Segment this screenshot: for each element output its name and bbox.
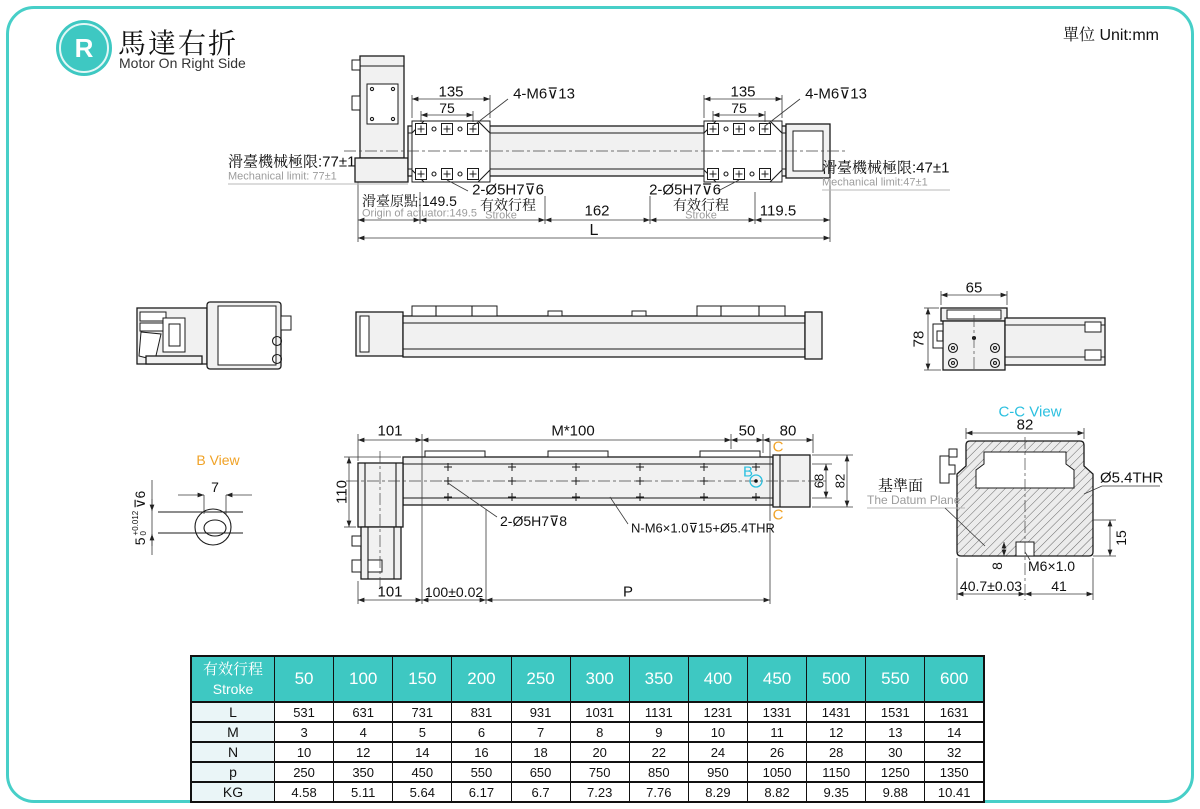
table-cell: 1050 (748, 762, 807, 782)
table-cell: 18 (511, 742, 570, 762)
mech-limit-left-en: Mechanical limit: 77±1 (228, 170, 337, 183)
table-row (191, 782, 984, 802)
dim-8: 8 (989, 562, 1005, 570)
thread-note-right: 4-M6⊽13 (805, 85, 867, 103)
table-cell: 950 (688, 762, 747, 782)
table-cell: 9.35 (807, 782, 866, 802)
dim-75-right: 75 (731, 100, 747, 116)
dim-40-7: 40.7±0.03 (959, 578, 1023, 594)
table-cell: 14 (393, 742, 452, 762)
table-cell: 10 (688, 722, 747, 742)
table-cell: 4.58 (275, 782, 334, 802)
dim-5-base: 5 (132, 537, 148, 546)
table-cell: 5.11 (334, 782, 393, 802)
badge-letter: R (74, 32, 94, 63)
stroke-label-right-en: Stroke (685, 209, 717, 222)
table-header-row (191, 656, 984, 702)
stroke-label-left-zh: 有效行程 (480, 197, 536, 213)
table-cell: 550 (452, 762, 511, 782)
table-cell: 6.17 (452, 782, 511, 802)
dim-P: P (622, 583, 634, 601)
dim-119-5: 119.5 (759, 202, 797, 220)
table-cell: 750 (570, 762, 629, 782)
dim-m100: M*100 (551, 422, 595, 440)
row-label: M (191, 722, 275, 742)
table-cell: 1131 (629, 702, 688, 722)
stroke-label-left-en: Stroke (485, 209, 517, 222)
table-cell: 10.41 (925, 782, 984, 802)
table-cell: 14 (925, 722, 984, 742)
dim-162: 162 (584, 202, 610, 220)
b-view-depth-dim (132, 491, 148, 546)
stroke-header-cell (191, 656, 275, 702)
mech-limit-left-zh: 滑臺機械極限:77±1 (228, 153, 356, 171)
table-row (191, 742, 984, 762)
table-cell: 1531 (866, 702, 925, 722)
table-cell: 9 (629, 722, 688, 742)
datum-b-label: B (742, 463, 754, 481)
stroke-col-header: 350 (629, 656, 688, 702)
stroke-col-header: 250 (511, 656, 570, 702)
origin-label-en: Origin of actuator:149.5 (362, 207, 477, 220)
stroke-col-header: 450 (748, 656, 807, 702)
dim-78: 78 (910, 330, 928, 348)
table-cell: 16 (452, 742, 511, 762)
table-cell: 6 (452, 722, 511, 742)
table-cell: 831 (452, 702, 511, 722)
mech-limit-right-en: Mechanical limit:47±1 (822, 176, 928, 189)
table-cell: 7.76 (629, 782, 688, 802)
dim-65: 65 (965, 279, 983, 297)
unit-label: 單位 Unit:mm (1063, 27, 1160, 44)
stroke-table (190, 655, 985, 803)
stroke-col-header: 150 (393, 656, 452, 702)
dim-75-left: 75 (439, 100, 455, 116)
dim-80: 80 (779, 422, 797, 440)
row-label: KG (191, 782, 275, 802)
mech-limit-right-zh: 滑臺機械極限:47±1 (822, 159, 950, 177)
stroke-header-zh: 有效行程 (202, 661, 263, 679)
table-cell: 250 (275, 762, 334, 782)
section-c-top: C (772, 438, 784, 456)
page-title: 馬達右折 (118, 28, 239, 59)
pin-note-left: 2-Ø5H7⊽6 (472, 181, 544, 199)
stroke-col-header: 200 (452, 656, 511, 702)
thread-thru-note: Ø5.4THR (1100, 469, 1164, 487)
table-cell: 26 (748, 742, 807, 762)
table-cell: 28 (807, 742, 866, 762)
b-view-title: B View (196, 452, 240, 468)
datum-plane-en: The Datum Plane (867, 493, 961, 507)
table-cell: 1431 (807, 702, 866, 722)
table-cell: 3 (275, 722, 334, 742)
stroke-col-header: 300 (570, 656, 629, 702)
dim-68: 68 (811, 473, 827, 489)
table-row (191, 762, 984, 782)
table-cell: 13 (866, 722, 925, 742)
dim-101-top: 101 (377, 422, 403, 440)
stroke-label-right-zh: 有效行程 (673, 197, 729, 213)
table-cell: 10 (275, 742, 334, 762)
datum-plane-zh: 基準面 (878, 477, 924, 495)
stroke-col-header: 550 (866, 656, 925, 702)
row-label: p (191, 762, 275, 782)
dim-50: 50 (738, 422, 756, 440)
table-cell: 1250 (866, 762, 925, 782)
table-cell: 7.23 (570, 782, 629, 802)
table-cell: 32 (925, 742, 984, 762)
table-cell: 1331 (748, 702, 807, 722)
table-row (191, 722, 984, 742)
table-cell: 12 (334, 742, 393, 762)
table-cell: 7 (511, 722, 570, 742)
stroke-col-header: 50 (275, 656, 334, 702)
table-cell: 631 (334, 702, 393, 722)
table-cell: 1150 (807, 762, 866, 782)
table-cell: 11 (748, 722, 807, 742)
table-cell: 12 (807, 722, 866, 742)
thread-note-left: 4-M6⊽13 (513, 85, 575, 103)
tolerance-lower: 0 (139, 531, 148, 536)
center-side-view-linework (356, 306, 822, 359)
stroke-col-header: 500 (807, 656, 866, 702)
stroke-col-header: 600 (925, 656, 984, 702)
table-cell: 20 (570, 742, 629, 762)
dim-82-cc: 82 (1016, 416, 1034, 434)
dim-7: 7 (211, 479, 219, 495)
table-cell: 531 (275, 702, 334, 722)
stroke-col-header: 100 (334, 656, 393, 702)
depth-note: ⊽6 (132, 490, 148, 509)
table-cell: 450 (393, 762, 452, 782)
table-cell: 8.82 (748, 782, 807, 802)
dim-135-left: 135 (438, 83, 464, 101)
dim-101-bottom: 101 (377, 583, 403, 601)
dim-15: 15 (1113, 530, 1129, 546)
table-cell: 1231 (688, 702, 747, 722)
cc-view-title: C-C View (998, 403, 1062, 421)
thread-m6-note: M6×1.0 (1028, 558, 1076, 574)
dim-100: 100±0.02 (424, 584, 484, 600)
right-end-view-linework (924, 291, 1105, 372)
b-view-linework (152, 480, 252, 555)
table-cell: 6.7 (511, 782, 570, 802)
table-cell: 850 (629, 762, 688, 782)
stroke-header-en: Stroke (212, 680, 254, 697)
tolerance-upper: +0.012 (131, 510, 140, 536)
section-c-bottom: C (772, 506, 784, 524)
row-label: L (191, 702, 275, 722)
table-cell: 5.64 (393, 782, 452, 802)
pin-note-plan: 2-Ø5H7⊽8 (500, 513, 568, 529)
table-cell: 731 (393, 702, 452, 722)
thread-note-plan: N-M6×1.0⊽15+Ø5.4THR (631, 520, 775, 536)
table-cell: 8 (570, 722, 629, 742)
dim-L: L (589, 222, 599, 239)
stroke-col-header: 400 (688, 656, 747, 702)
dim-135-right: 135 (730, 83, 756, 101)
dim-82-plan: 82 (832, 473, 848, 489)
table-cell: 931 (511, 702, 570, 722)
table-cell: 1350 (925, 762, 984, 782)
cc-view-linework (867, 428, 1160, 600)
dim-5-tolerance (132, 511, 148, 536)
dim-41: 41 (1051, 578, 1067, 594)
table-cell: 650 (511, 762, 570, 782)
table-row (191, 702, 984, 722)
origin-label-zh: 滑臺原點:149.5 (362, 193, 457, 209)
table-cell: 1631 (925, 702, 984, 722)
left-end-view-linework (137, 302, 291, 369)
table-cell: 9.88 (866, 782, 925, 802)
table-cell: 8.29 (688, 782, 747, 802)
table-cell: 22 (629, 742, 688, 762)
table-cell: 24 (688, 742, 747, 762)
table-cell: 30 (866, 742, 925, 762)
table-cell: 4 (334, 722, 393, 742)
row-label: N (191, 742, 275, 762)
pin-note-right: 2-Ø5H7⊽6 (649, 181, 721, 199)
page-subtitle: Motor On Right Side (119, 55, 246, 71)
table-cell: 5 (393, 722, 452, 742)
dim-110: 110 (333, 480, 351, 504)
table-cell: 1031 (570, 702, 629, 722)
table-cell: 350 (334, 762, 393, 782)
